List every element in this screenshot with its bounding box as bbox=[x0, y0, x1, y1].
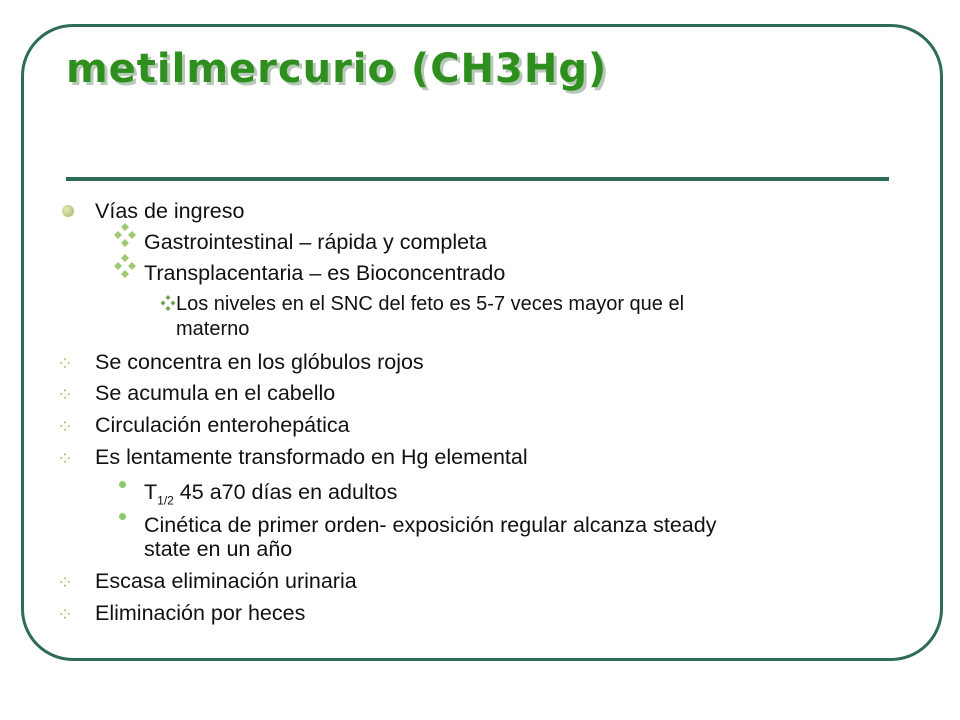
bullet-item-cinetica-line1: Cinética de primer orden- exposición regular alcanza steady bbox=[144, 513, 717, 537]
slide-title: metilmercurio (CH3Hg) bbox=[66, 46, 608, 92]
bullet-item-eliminacion-urinaria: Escasa eliminación urinaria bbox=[95, 569, 357, 593]
diamond-bullet-icon bbox=[60, 358, 70, 368]
bullet-item-vias-ingreso: Vías de ingreso bbox=[95, 199, 245, 223]
bullet-item-enterohepatica: Circulación enterohepática bbox=[95, 413, 350, 437]
bullet-item-cabello: Se acumula en el cabello bbox=[95, 381, 336, 405]
small-dot-bullet-icon bbox=[119, 481, 126, 488]
round-bullet-icon bbox=[62, 205, 74, 217]
bullet-item-hg-elemental: Es lentamente transformado en Hg elemental bbox=[95, 445, 528, 469]
diamond-cluster-bullet-icon bbox=[108, 223, 142, 249]
bullet-item-gastrointestinal: Gastrointestinal – rápida y completa bbox=[144, 230, 487, 254]
diamond-bullet-icon bbox=[60, 609, 70, 619]
bullet-item-niveles-snc-line2: materno bbox=[176, 318, 250, 340]
bullet-item-niveles-snc-line1: Los niveles en el SNC del feto es 5-7 veces mayor que el bbox=[176, 293, 685, 315]
bullet-item-globulos-rojos: Se concentra en los glóbulos rojos bbox=[95, 350, 424, 374]
diamond-bullet-icon bbox=[60, 389, 70, 399]
bullet-item-cinetica-line2: state en un año bbox=[144, 537, 293, 561]
diamond-cluster-bullet-icon bbox=[108, 254, 142, 280]
diamond-bullet-icon bbox=[60, 453, 70, 463]
bullet-item-eliminacion-heces: Eliminación por heces bbox=[95, 601, 306, 625]
diamond-cluster-bullet-icon bbox=[160, 295, 176, 311]
diamond-bullet-icon bbox=[60, 577, 70, 587]
bullet-item-half-life: $T_{1/2}$ 45 a70 días en adultos bbox=[144, 480, 398, 508]
diamond-bullet-icon bbox=[60, 421, 70, 431]
bullet-item-transplacentaria: Transplacentaria – es Bioconcentrado bbox=[144, 261, 506, 285]
small-dot-bullet-icon bbox=[119, 513, 126, 520]
